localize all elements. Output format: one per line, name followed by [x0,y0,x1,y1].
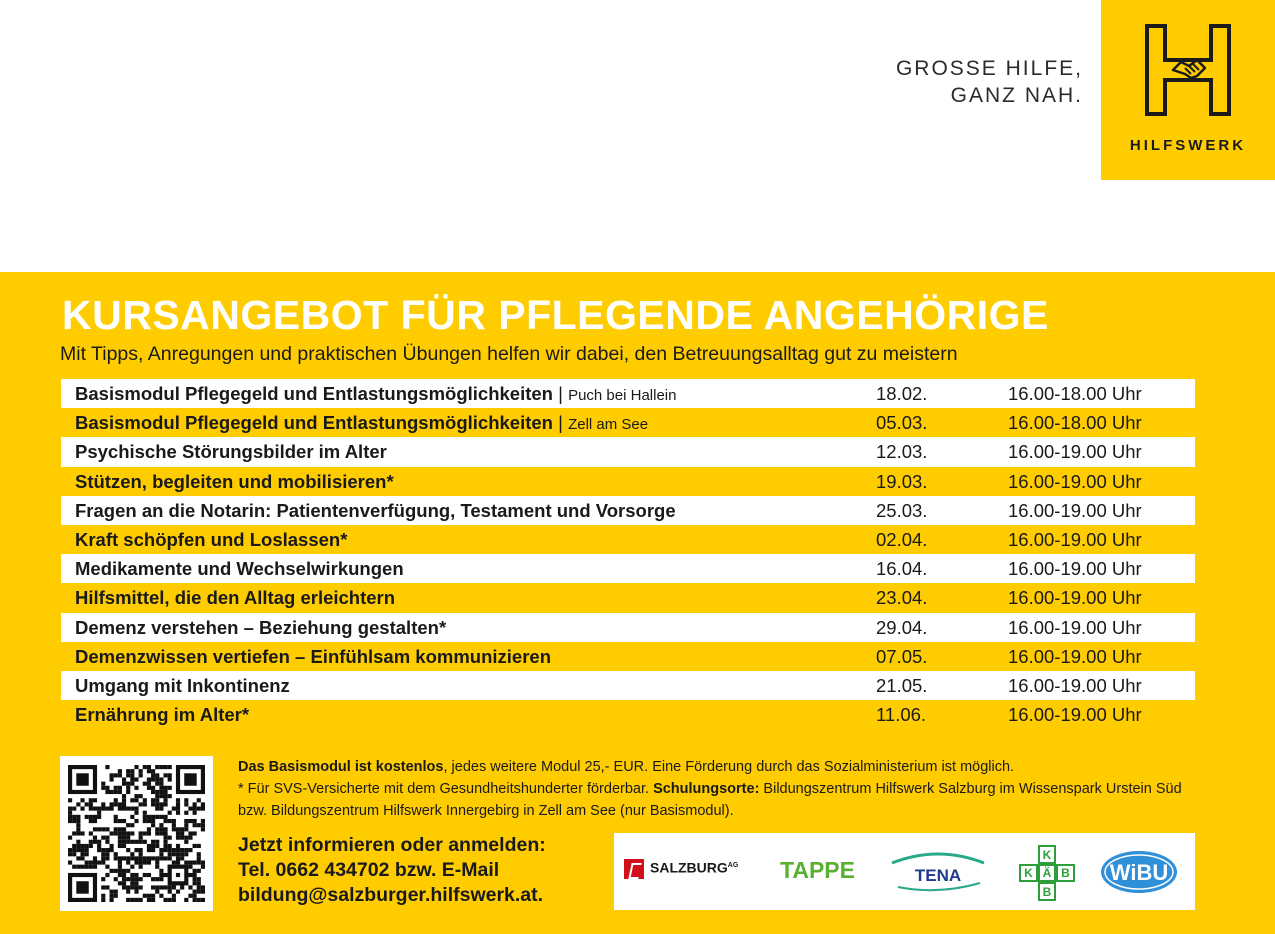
course-time: 16.00-19.00 Uhr [1008,441,1142,463]
course-title [75,471,394,493]
course-time: 16.00-19.00 Uhr [1008,704,1142,726]
info-text-svs: * Für SVS-Versicherte mit dem Gesundheitshunderter förderbar. [238,781,654,797]
course-row [61,496,1195,525]
course-title [75,529,347,551]
course-time: 16.00-19.00 Uhr [1008,558,1142,580]
course-row [61,554,1195,583]
course-title [75,383,676,405]
course-row [61,583,1195,612]
info-bold-free: Das Basismodul ist kostenlos [238,759,444,775]
course-time: 16.00-19.00 Uhr [1008,587,1142,609]
course-date: 02.04. [876,528,928,550]
course-row [61,700,1195,729]
sponsor-salzburg-ag [624,859,738,879]
info-text [238,756,1198,822]
course-time: 16.00-19.00 Uhr [1008,674,1142,696]
course-time: 16.00-19.00 Uhr [1008,528,1142,550]
info-text-price: , jedes weitere Modul 25,- EUR. Eine Förderung durch das Sozialministerium ist möglich. [443,759,1015,775]
header-area [0,0,1275,272]
course-row [61,525,1195,554]
course-title-text: Medikamente und Wechselwirkungen [75,558,404,580]
course-separator: | [552,412,569,434]
course-time: 16.00-19.00 Uhr [1008,645,1142,667]
call-to-action [238,833,546,908]
sponsor-salzburg-name: SALZBURG [650,859,728,876]
cta-line1: Jetzt informieren oder anmelden: [238,834,546,856]
course-row [61,408,1195,437]
course-date: 05.03. [876,412,928,434]
tagline-line1: GROSSE HILFE, [895,57,1083,80]
kab-letter-right: B [1061,866,1070,880]
qr-code[interactable] [60,756,213,911]
course-row [61,613,1195,642]
course-location: Puch bei Hallein [568,387,677,404]
page-title: KURSANGEBOT FÜR PFLEGENDE ANGEHÖRIGE [62,292,1049,338]
course-separator: | [552,383,569,404]
info-bold-locations: Schulungsorte: [653,781,760,797]
course-table [61,379,1195,729]
course-title-text: Basismodul Pflegegeld und Entlastungsmöglichkeiten [75,383,553,404]
course-date: 16.04. [876,558,928,580]
course-time: 16.00-19.00 Uhr [1008,616,1142,638]
salzburg-ag-icon [624,859,644,879]
course-title-text: Demenzwissen vertiefen – Einfühlsam kommunizieren [75,645,552,667]
course-title-text: Demenz verstehen – Beziehung gestalten* [75,616,447,638]
course-title-text: Fragen an die Notarin: Patientenverfügung, Testament und Vorsorge [75,499,676,521]
course-date: 23.04. [876,587,928,609]
course-row [61,437,1195,466]
course-title-text: Stützen, begleiten und mobilisieren* [75,470,394,492]
course-title-text: Psychische Störungsbilder im Alter [75,441,387,463]
course-title [75,587,395,609]
course-row [61,467,1195,496]
course-time: 16.00-19.00 Uhr [1008,499,1142,521]
course-date: 25.03. [876,499,928,521]
course-title [75,617,446,639]
course-date: 07.05. [876,645,928,667]
course-date: 11.06. [876,704,927,726]
course-title-text: Hilfsmittel, die den Alltag erleichtern [75,587,396,609]
course-title-text: Umgang mit Inkontinenz [75,674,290,696]
course-title [75,500,676,522]
course-title [75,646,551,668]
qr-code-icon [68,765,205,902]
course-time: 16.00-18.00 Uhr [1008,412,1142,434]
sponsor-wibu [1099,849,1179,895]
tagline-line2: GANZ NAH. [950,84,1083,107]
course-title [75,558,404,580]
course-location: Zell am See [568,416,649,434]
course-date: 29.04. [876,616,928,638]
course-title [75,675,290,697]
course-title-text: Kraft schöpfen und Loslassen* [75,528,348,550]
sponsor-kaeb [1018,844,1076,902]
course-time: 16.00-18.00 Uhr [1008,383,1142,404]
sponsor-salzburg-suffix: AG [727,862,739,870]
tagline [896,55,1083,109]
kab-letter-left: K [1024,866,1033,880]
course-date: 12.03. [876,441,928,463]
course-row [61,671,1195,700]
course-date: 18.02. [876,383,928,404]
course-date: 21.05. [876,674,928,696]
sponsor-tena [888,849,988,893]
course-title [75,412,648,434]
kab-letter-center: Ä [1042,866,1052,880]
course-title-text: Ernährung im Alter* [75,704,250,726]
sponsor-wibu-text: WiBU [1109,860,1169,885]
course-date: 19.03. [876,470,928,492]
sponsor-tappe: TAPPE [780,857,855,883]
kab-letter-bottom: B [1042,885,1052,899]
sponsor-logos [614,833,1195,910]
hilfswerk-logo [1101,0,1275,180]
course-row [61,642,1195,671]
course-row [61,379,1195,408]
info-text-locations: Bildungszentrum Hilfswerk Salzburg im Wissenspark Urstein Süd bzw. Bildungszentrum Hilfswerk Innergebirg in Zell am See (nur Basismodul). [238,781,1182,819]
course-title-text: Basismodul Pflegegeld und Entlastungsmöglichkeiten [75,412,553,434]
course-title [75,704,249,726]
cta-email[interactable]: bildung@salzburger.hilfswerk.at. [238,884,544,906]
sponsor-tena-text: TENA [914,866,962,885]
kab-letter-top: K [1042,848,1052,862]
course-time: 16.00-19.00 Uhr [1008,470,1142,492]
cta-phone[interactable]: Tel. 0662 434702 bzw. E-Mail [238,859,500,881]
page-subtitle: Mit Tipps, Anregungen und praktischen Übungen helfen wir dabei, den Betreuungsalltag gut zu meistern [60,343,958,365]
course-title [75,441,387,463]
logo-wordmark: HILFSWERK [1129,137,1247,154]
hilfswerk-handshake-icon [1145,24,1231,116]
